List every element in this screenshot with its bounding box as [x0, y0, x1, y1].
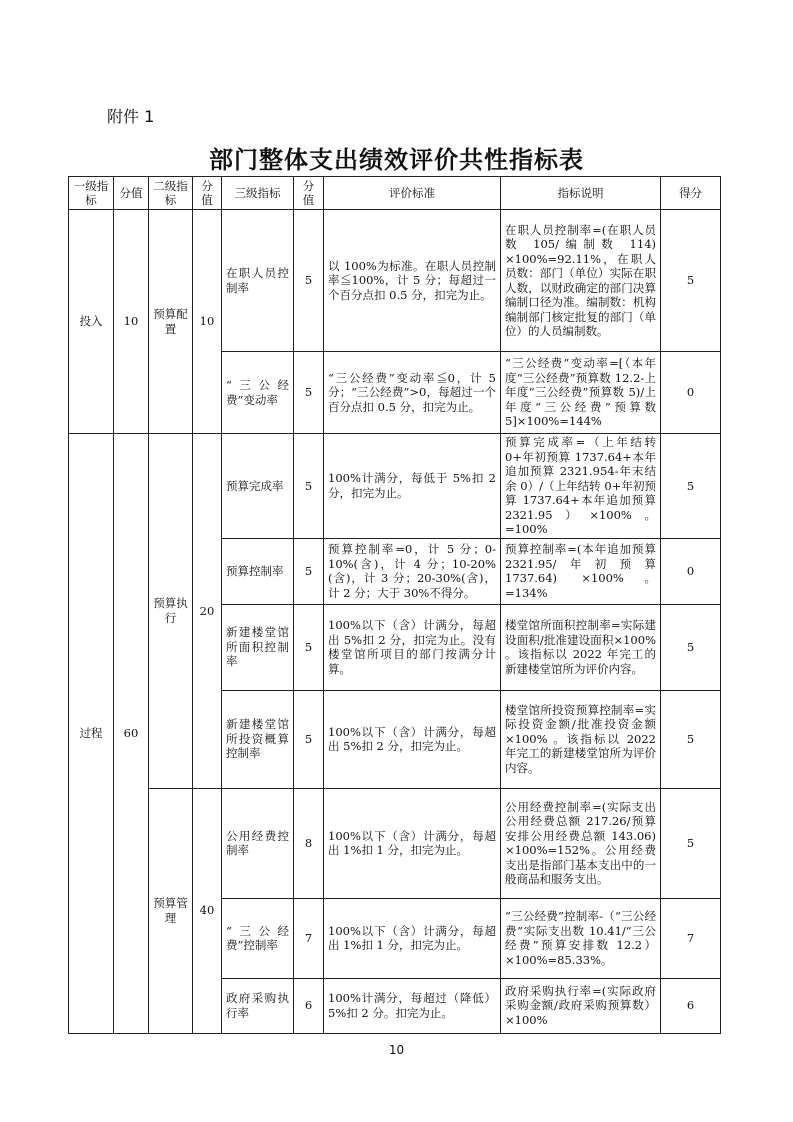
score-value: 5: [661, 788, 721, 898]
criteria-text: 100%计满分，每低于 5%扣 2 分，扣完为止。: [324, 434, 501, 539]
section-weight: 60: [114, 434, 149, 1034]
header-score: 得分: [661, 177, 721, 210]
score-value: 6: [661, 978, 721, 1033]
criteria-text: 以 100%为标准。在职人员控制率≦100%，计 5 分；每超过一个百分点扣 0.5 分，扣完为止。: [324, 210, 501, 352]
score-value: 0: [661, 352, 721, 434]
header-row: [69, 177, 721, 210]
explain-text: 预算完成率=（上年结转 0+年初预算 1737.64+本年追加预算 2321.954-年末结余 0）/（上年结转 0+年初预算 1737.64+本年追加预算 2321.95）×100%。=100%: [501, 434, 661, 539]
explain-text: “三公经费”控制率-（“三公经费”实际支出数 10.41/“三公经费”预算安排数 12.2）×100%=85.33%。: [501, 898, 661, 978]
header-explain: 指标说明: [501, 177, 661, 210]
indicator-name: 在职人员控制率: [222, 210, 294, 352]
table-row: [69, 434, 721, 539]
indicator-name: “三公经费”控制率: [222, 898, 294, 978]
page-number: 10: [388, 1043, 405, 1057]
indicator-name: 政府采购执行率: [222, 978, 294, 1033]
header-score3: 分值: [294, 177, 324, 210]
indicator-weight: 5: [294, 604, 324, 690]
indicator-weight: 5: [294, 434, 324, 539]
header-level3: 三级指标: [222, 177, 294, 210]
score-value: 0: [661, 538, 721, 604]
indicator-weight: 5: [294, 210, 324, 352]
indicator-table: [68, 176, 721, 1034]
score-value: 5: [661, 604, 721, 690]
score-value: 7: [661, 898, 721, 978]
explain-text: 预算控制率=(本年追加预算 2321.95/年初预算 1737.64) ×100%。=134%: [501, 538, 661, 604]
indicator-name: 公用经费控制率: [222, 788, 294, 898]
indicator-name: 预算控制率: [222, 538, 294, 604]
criteria-text: 100%以下（含）计满分，每超出 5%扣 2 分，扣完为止。没有楼堂馆所项目的部门按满分计算。: [324, 604, 501, 690]
table-row: [69, 788, 721, 898]
group-name: 预算管理: [149, 788, 193, 1033]
header-score1: 分值: [114, 177, 149, 210]
indicator-weight: 5: [294, 538, 324, 604]
criteria-text: 100%以下（含）计满分，每超出 5%扣 2 分，扣完为止。: [324, 690, 501, 788]
indicator-name: 预算完成率: [222, 434, 294, 539]
attachment-label: 附件 1: [107, 107, 155, 126]
criteria-text: 100%以下（含）计满分，每超出 1%扣 1 分，扣完为止。: [324, 898, 501, 978]
indicator-name: 新建楼堂馆所投资概算控制率: [222, 690, 294, 788]
indicator-name: “三公经费”变动率: [222, 352, 294, 434]
explain-text: 楼堂馆所投资预算控制率=实际投资金额/批准投资金额×100% 。该指标以 2022 年完工的新建楼堂馆所为评价内容。: [501, 690, 661, 788]
indicator-weight: 6: [294, 978, 324, 1033]
criteria-text: 预算控制率=0，计 5 分；0-10%(含)，计 4 分；10-20%(含)，计 3 分；20-30%(含)，计 2 分；大于 30%不得分。: [324, 538, 501, 604]
header-score2: 分值: [193, 177, 222, 210]
group-weight: 20: [193, 434, 222, 789]
group-weight: 10: [193, 210, 222, 434]
indicator-weight: 8: [294, 788, 324, 898]
explain-text: 政府采购执行率=(实际政府采购金额/政府采购预算数）×100%: [501, 978, 661, 1033]
section-name: 过程: [69, 434, 114, 1034]
criteria-text: 100%计满分，每超过（降低）5%扣 2 分。扣完为止。: [324, 978, 501, 1033]
criteria-text: “三公经费”变动率≦0，计 5 分；“三公经费”>0，每超过一个百分点扣 0.5 分，扣完为止。: [324, 352, 501, 434]
group-name: 预算执行: [149, 434, 193, 789]
table-row: [69, 210, 721, 352]
score-value: 5: [661, 210, 721, 352]
indicator-weight: 7: [294, 898, 324, 978]
criteria-text: 100%以下（含）计满分，每超出 1%扣 1 分，扣完为止。: [324, 788, 501, 898]
section-weight: 10: [114, 210, 149, 434]
indicator-weight: 5: [294, 352, 324, 434]
group-weight: 40: [193, 788, 222, 1033]
section-name: 投入: [69, 210, 114, 434]
explain-text: 公用经费控制率=(实际支出公用经费总额 217.26/预算安排公用经费总额 143.06) ×100%=152%。公用经费支出是指部门基本支出中的一般商品和服务支出。: [501, 788, 661, 898]
score-value: 5: [661, 690, 721, 788]
header-level1: 一级指标: [69, 177, 114, 210]
page-title: 部门整体支出绩效评价共性指标表: [209, 145, 584, 174]
header-level2: 二级指标: [149, 177, 193, 210]
group-name: 预算配置: [149, 210, 193, 434]
explain-text: 在职人员控制率=(在职人员数 105/编制数 114) ×100%=92.11%，在职人员数：部门（单位）实际在职人数，以财政确定的部门决算编制口径为准。编制数：机构编制部门核定批复的部门（单位）的人员编制数。: [501, 210, 661, 352]
explain-text: 楼堂馆所面积控制率=实际建设面积/批准建设面积×100% 。该指标以 2022 年完工的新建楼堂馆所为评价内容。: [501, 604, 661, 690]
explain-text: “三公经费”变动率=[（本年度“三公经费”预算数 12.2-上年度“三公经费”预算数 5)/上年度“三公经费”预算数 5]×100%=144%: [501, 352, 661, 434]
indicator-weight: 5: [294, 690, 324, 788]
header-criteria: 评价标准: [324, 177, 501, 210]
score-value: 5: [661, 434, 721, 539]
indicator-name: 新建楼堂馆所面积控制率: [222, 604, 294, 690]
